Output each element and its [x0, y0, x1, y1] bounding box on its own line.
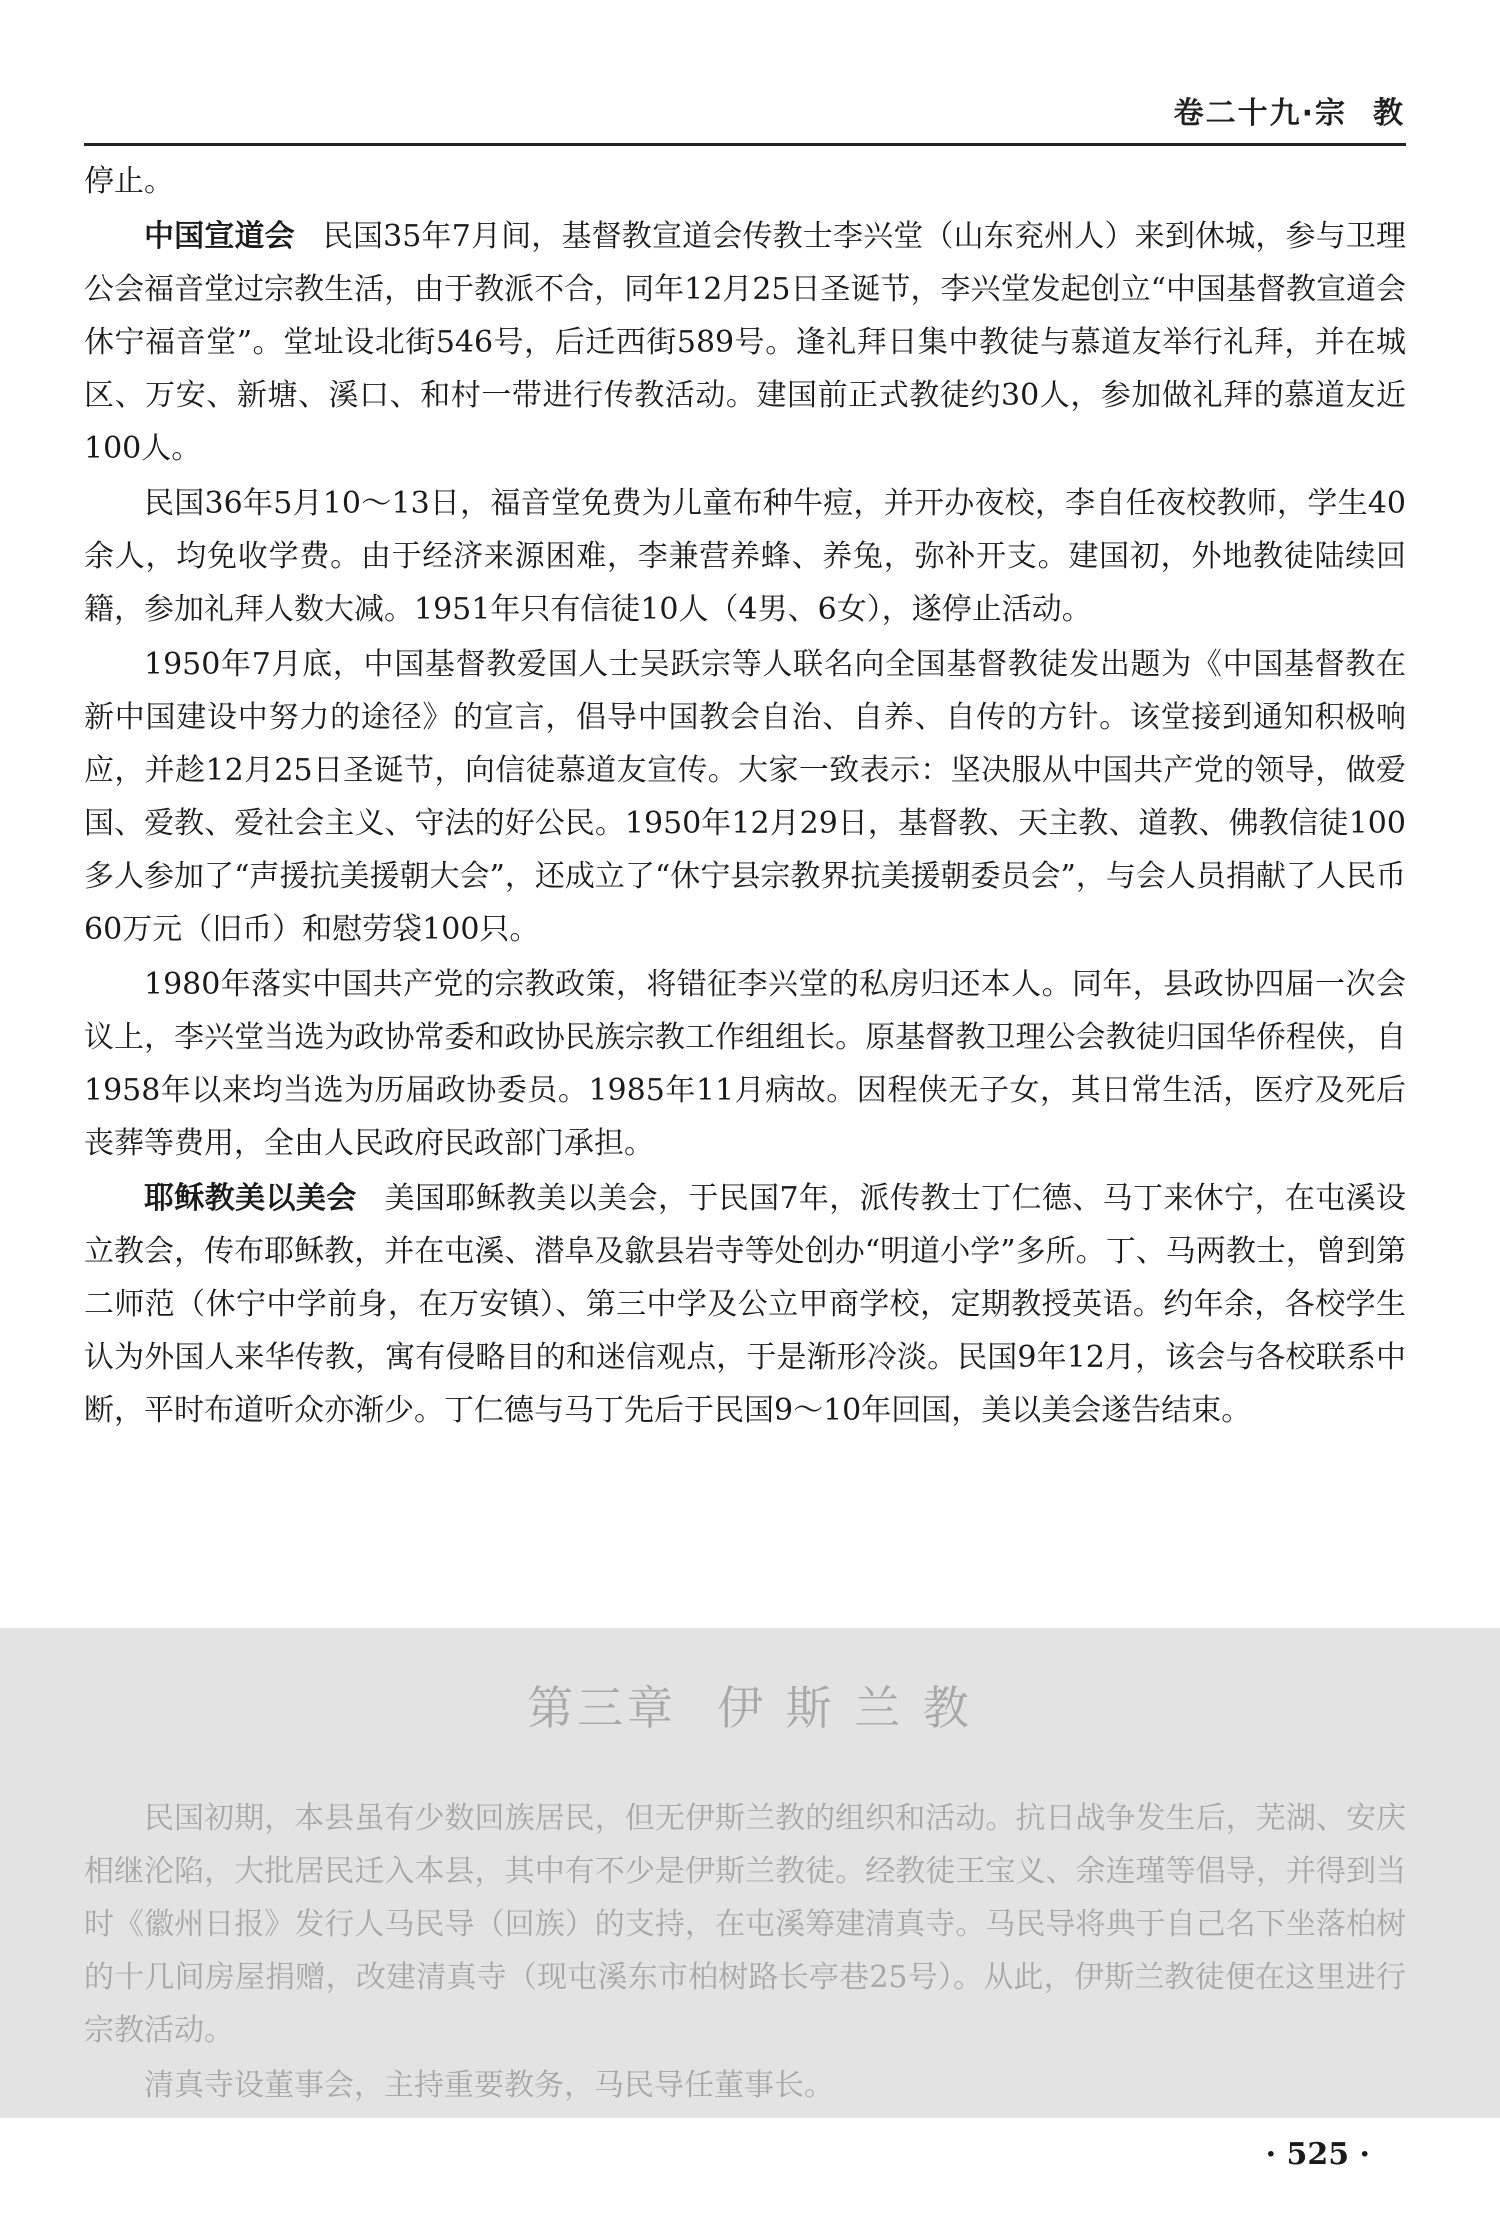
paragraph-xuandao-text: 民国35年7月间，基督教宣道会传教士李兴堂（山东兖州人）来到休城，参与卫理公会福音堂过宗教生活，由于教派不合，同年12月25日圣诞节，李兴堂发起创立“中国基督教宣道会休宁福音堂”。堂址设北街546号，后迁西街589号。逢礼拜日集中教徒与慕道友举行礼拜，并在城区、万安、新塘、溪口、和村一带进行传教活动。建国前正式教徒约30人，参加做礼拜的慕道友近100人。 [84, 219, 1406, 466]
running-header-volume: 卷二十九·宗 [1173, 96, 1347, 131]
chapter-title: 伊 斯 兰 教 [717, 1681, 973, 1735]
paragraph: 民国36年5月10～13日，福音堂免费为儿童布种牛痘，并开办夜校，李自任夜校教师，学生40余人，均免收学费。由于经济来源困难，李兼营养蜂、养兔，弥补开支。建国初，外地教徒陆续回籍，参加礼拜人数大减。1951年只有信徒10人（4男、6女），遂停止活动。 [84, 486, 1406, 627]
chapter-heading [0, 1672, 1500, 1738]
paragraph: 1980年落实中国共产党的宗教政策，将错征李兴堂的私房归还本人。同年，县政协四届一次会议上，李兴堂当选为政协常委和政协民族宗教工作组组长。原基督教卫理公会教徒归国华侨程侠，自1958年以来均当选为历届政协委员。1985年11月病故。因程侠无子女，其日常生活，医疗及死后丧葬等费用，全由人民政府民政部门承担。 [84, 967, 1406, 1161]
chapter-number: 第三章 [527, 1681, 678, 1735]
running-header [1174, 88, 1405, 132]
paragraph: 民国初期，本县虽有少数回族居民，但无伊斯兰教的组织和活动。抗日战争发生后，芜湖、安庆相继沦陷，大批居民迁入本县，其中有不少是伊斯兰教徒。经教徒王宝义、余连瑾等倡导，并得到当时《徽州日报》发行人马民导（回族）的支持，在屯溪筹建清真寺。马民导将典于自己名下坐落柏树的十几间房屋捐赠，改建清真寺（现屯溪东市柏树路长亭巷25号）。从此，伊斯兰教徒便在这里进行宗教活动。 [84, 1801, 1406, 2048]
header-rule [84, 143, 1406, 146]
section-title-meiyi: 耶稣教美以美会 [144, 1181, 357, 1216]
paragraph: 1950年7月底，中国基督教爱国人士吴跃宗等人联名向全国基督教徒发出题为《中国基督教在新中国建设中努力的途径》的宣言，倡导中国教会自治、自养、自传的方针。该堂接到通知积极响应，并趁12月25日圣诞节，向信徒慕道友宣传。大家一致表示：坚决服从中国共产党的领导，做爱国、爱教、爱社会主义、守法的好公民。1950年12月29日，基督教、天主教、道教、佛教信徒100多人参加了“声援抗美援朝大会”，还成立了“休宁县宗教界抗美援朝委员会”，与会人员捐献了人民币60万元（旧币）和慰劳袋100只。 [84, 647, 1406, 947]
paragraph-xuandao [84, 210, 1406, 475]
running-header-topic: 教 [1373, 96, 1405, 131]
paragraph: 清真寺设董事会，主持重要教务，马民导任董事长。 [144, 2068, 834, 2103]
page-number: · 525 · [1265, 2137, 1370, 2172]
main-text [84, 155, 1406, 1439]
section-title-xuandao: 中国宣道会 [144, 219, 295, 254]
chapter-text [84, 1792, 1406, 2114]
paragraph-meiyi-text: 美国耶稣教美以美会，于民国7年，派传教士丁仁德、马丁来休宁，在屯溪设立教会，传布耶稣教，并在屯溪、潜阜及歙县岩寺等处创办“明道小学”多所。丁、马两教士，曾到第二师范（休宁中学前身，在万安镇）、第三中学及公立甲商学校，定期教授英语。约年余，各校学生认为外国人来华传教，寓有侵略目的和迷信观点，于是渐形冷淡。民国9年12月，该会与各校联系中断，平时布道听众亦渐少。丁仁德与马丁先后于民国9～10年回国，美以美会遂告结束。 [84, 1181, 1406, 1428]
paragraph-continuation: 停止。 [84, 164, 174, 199]
paragraph-meiyi [84, 1172, 1406, 1437]
